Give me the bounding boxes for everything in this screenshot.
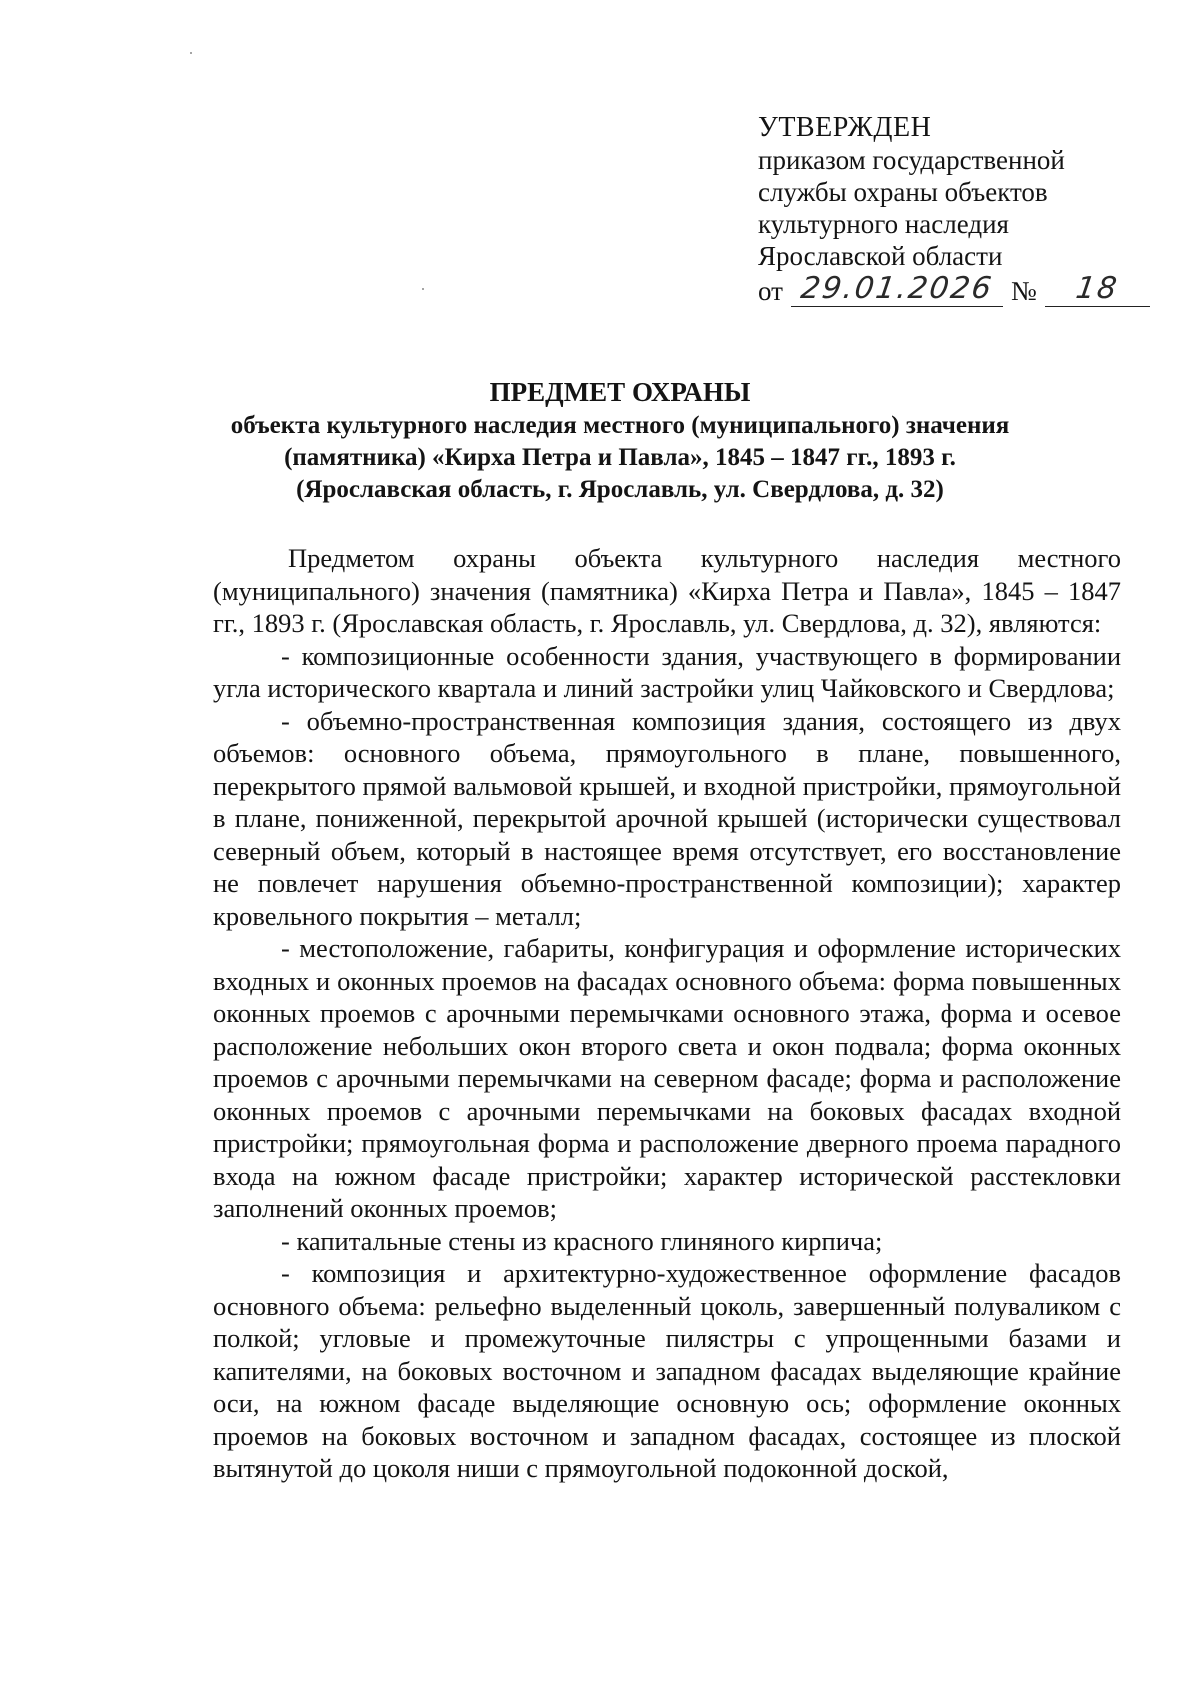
intro-paragraph: Предметом охраны объекта культурного наследия местного (муниципального) значения (памятника) «Кирха Петра и Павла», 1845 – 1847 гг., 1893 г. (Ярославская область, г. Ярославль, ул. Свердлова, д. 32), являются:	[213, 543, 1121, 638]
date-prefix: от	[758, 276, 783, 306]
approval-line: Ярославской области	[758, 241, 1003, 271]
document-body	[213, 542, 1121, 1485]
list-item: - композиционные особенности здания, участвующего в формировании угла исторического квартала и линий застройки улиц Чайковского и Свердлова;	[213, 640, 1121, 703]
number-blank	[1045, 272, 1150, 307]
scan-speck	[190, 52, 192, 54]
date-blank	[791, 272, 1003, 307]
list-item: - композиция и архитектурно-художественное оформление фасадов основного объема: рельефно выделенный цоколь, завершенный полуваликом с полкой; угловые и промежуточные пилястры с упрощенными базами и капителями, на боковых восточном и западном фасадах выделяющие крайние оси, на южном фасаде выделяющие основную ось; оформление оконных проемов на боковых восточном и западном фасадах, состоящее из плоской вытянутой до цоколя ниши с прямоугольной подоконной доской,	[213, 1258, 1121, 1483]
heading-line: объекта культурного наследия местного (муниципального) значения	[230, 412, 1010, 439]
approval-line: службы охраны объектов	[758, 177, 1048, 207]
list-item: - капитальные стены из красного глиняного кирпича;	[281, 1225, 883, 1256]
heading-line: (памятника) «Кирха Петра и Павла», 1845 – 1847 гг., 1893 г.	[284, 444, 956, 471]
approval-line: приказом государственной	[758, 145, 1065, 175]
handwritten-number: 18	[1073, 271, 1121, 306]
document-heading	[160, 376, 1080, 506]
number-label: №	[1010, 276, 1037, 306]
handwritten-date: 29.01.2026	[798, 271, 996, 306]
scan-speck	[422, 288, 424, 290]
heading-line: (Ярославская область, г. Ярославль, ул. Свердлова, д. 32)	[296, 476, 944, 503]
approval-date-row	[758, 272, 1150, 307]
list-item: - местоположение, габариты, конфигурация и оформление исторических входных и оконных проемов на фасадах основного объема: форма повышенных оконных проемов с арочными перемычками основного этажа, форма и осевое расположение небольших окон второго света и окон подвала; форма оконных проемов с арочными перемычками на северном фасаде; форма и расположение оконных проемов с арочными перемычками на боковых фасадах входной пристройки; прямоугольная форма и расположение дверного проема парадного входа на южном фасаде пристройки; характер исторической расстекловки заполнений оконных проемов;	[213, 933, 1121, 1223]
approval-line: культурного наследия	[758, 209, 1009, 239]
list-item: - объемно-пространственная композиция здания, состоящего из двух объемов: основного объема, прямоугольного в плане, повышенного, перекрытого прямой вальмовой крышей, и входной пристройки, прямоугольной в плане, пониженной, перекрытой арочной крышей (исторически существовал северный объем, который в настоящее время отсутствует, его восстановление не повлечет нарушения объемно-пространственной композиции); характер кровельного покрытия – металл;	[213, 705, 1121, 931]
document-title: ПРЕДМЕТ ОХРАНЫ	[489, 377, 751, 407]
approval-stamp	[758, 112, 1150, 307]
approval-title: УТВЕРЖДЕН	[758, 112, 932, 143]
